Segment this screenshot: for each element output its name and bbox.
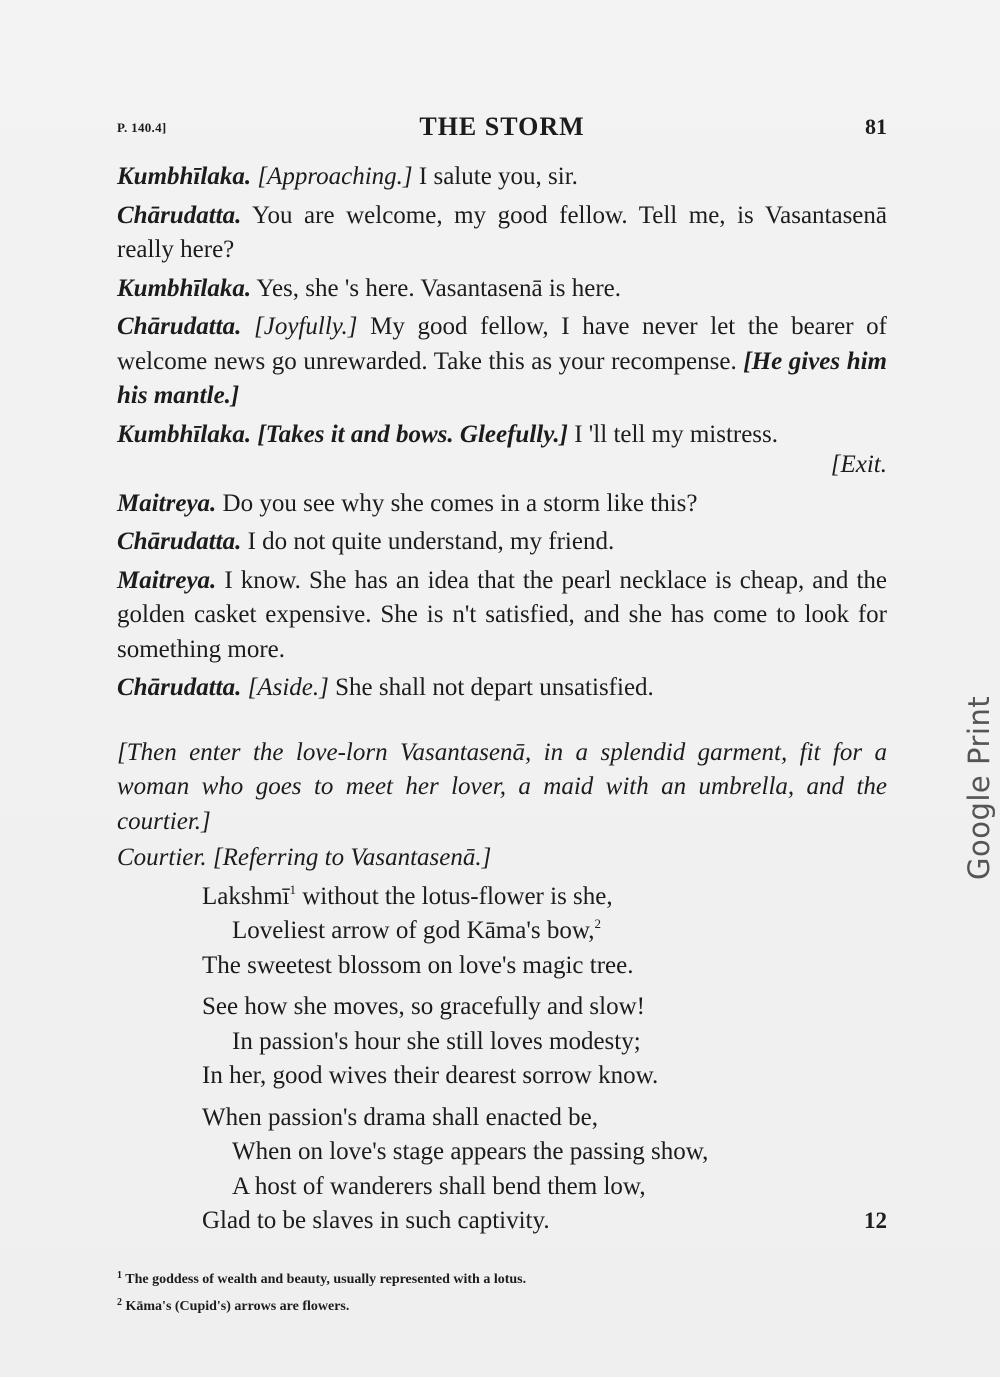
speaker-name: Maitreya.	[117, 566, 217, 594]
verse-number: 12	[864, 1208, 887, 1233]
speaker-name: Courtier.	[117, 844, 207, 871]
running-header	[117, 112, 887, 146]
verse-line: When on love's stage appears the passing show,	[232, 1138, 709, 1165]
dialogue-text: I salute you, sir.	[412, 163, 578, 190]
verse-line: The sweetest blossom on love's magic tree.	[202, 951, 634, 979]
dialogue-text: My good fellow, I have never let the bearer of welcome news go unrewarded. Take this as your recompense.	[117, 313, 887, 375]
footnote-mark: 1	[289, 881, 296, 897]
speaker-name: Chārudatta.	[117, 201, 242, 229]
dialogue-line	[117, 272, 887, 307]
dialogue-line	[117, 564, 887, 668]
speaker-name: Maitreya.	[117, 489, 217, 517]
dialogue-text: I do not quite understand, my friend.	[241, 528, 615, 555]
dialogue-text: She shall not depart unsatisfied.	[328, 674, 654, 701]
footnote-mark: 2	[594, 916, 602, 931]
footnotes	[117, 1266, 887, 1320]
stage-direction: [Takes it and bows. Gleefully.]	[257, 420, 568, 448]
stage-direction: [He gives him his mantle.]	[117, 347, 887, 409]
stage-direction: [Referring to Vasantasenā.]	[212, 844, 492, 871]
page-body	[117, 160, 887, 1239]
verse-line: In passion's hour she still loves modesty;	[232, 1027, 641, 1055]
dialogue-line	[117, 199, 887, 268]
dialogue-line	[117, 671, 887, 706]
verse-line: Loveliest arrow of god Kāma's bow,$^2$	[232, 916, 602, 944]
stage-direction: [Joyfully.]	[254, 313, 358, 340]
verse-line: Lakshmī$^1$ without the lotus-flower is she,	[202, 881, 613, 910]
dialogue-line	[117, 418, 887, 453]
dialogue-text: Do you see why she comes in a storm like this?	[216, 489, 698, 517]
verse-line: A host of wanderers shall bend them low,	[232, 1172, 646, 1200]
dialogue-text: I know. She has an idea that the pearl necklace is cheap, and the golden casket expensive. She is n't satisfied, and she has come to look for something more.	[117, 566, 887, 663]
dialogue-line	[117, 160, 887, 195]
dialogue-line	[117, 841, 887, 876]
verse-stanza	[202, 880, 887, 1239]
page-reference: P. 140.4]	[117, 120, 167, 135]
speaker-name: Chārudatta.	[117, 313, 242, 340]
verse-line: When passion's drama shall enacted be,	[202, 1103, 599, 1131]
verse-line: See how she moves, so gracefully and slow!	[202, 993, 645, 1020]
dialogue-line	[117, 310, 887, 414]
speaker-name: Kumbhīlaka.	[117, 274, 252, 302]
dialogue-line	[117, 487, 887, 522]
footnote: $^1$ The goddess of wealth and beauty, usually represented with a lotus.	[117, 1270, 527, 1287]
speaker-name: Kumbhīlaka.	[117, 420, 252, 448]
speaker-name: Chārudatta.	[117, 674, 242, 701]
dialogue-text: Yes, she 's here. Vasantasenā is here.	[251, 274, 622, 302]
footnote: $^2$ Kāma's (Cupid's) arrows are flowers.	[117, 1297, 350, 1314]
verse-line: Glad to be slaves in such captivity.	[202, 1207, 550, 1234]
entrance-stage-direction: [Then enter the love-lorn Vasantasenā, in a splendid garment, fit for a woman who goes to meet her lover, a maid with an umbrella, and the courtier.]	[117, 738, 887, 835]
stage-direction: [Aside.]	[247, 674, 329, 701]
verse-line: In her, good wives their dearest sorrow know.	[202, 1062, 659, 1089]
page-number: 81	[865, 114, 887, 139]
google-print-watermark: Google Print	[962, 695, 996, 880]
dialogue-text: I 'll tell my mistress.	[567, 420, 779, 448]
exit-direction: [Exit.	[830, 451, 887, 478]
speaker-name: Kumbhīlaka.	[117, 163, 252, 190]
speaker-name: Chārudatta.	[117, 528, 242, 555]
dialogue-line	[117, 525, 887, 560]
dialogue-text: You are welcome, my good fellow. Tell me, is Vasantasenā really here?	[117, 201, 887, 263]
stage-direction: [Approaching.]	[257, 163, 413, 190]
page-title: THE STORM	[419, 112, 585, 141]
